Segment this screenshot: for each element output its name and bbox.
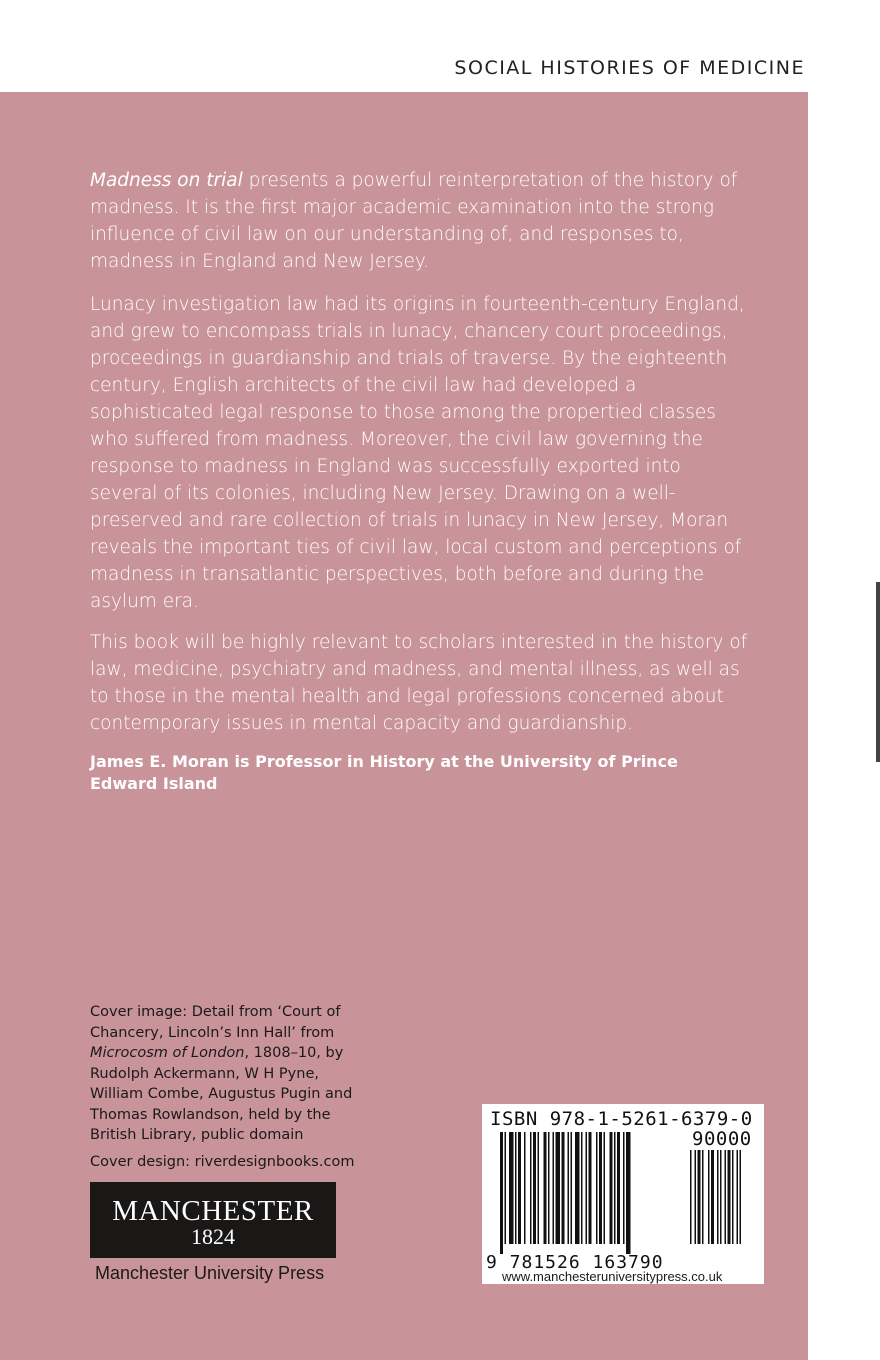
blurb: [90, 167, 750, 795]
cover-credits: [90, 1002, 375, 1172]
page-edge: [876, 582, 880, 762]
publisher-url: www.manchesteruniversitypress.co.uk: [502, 1269, 723, 1284]
barcode-bars: [500, 1132, 760, 1254]
credit-text: Cover image: Detail from ‘Court of Chancery, Lincoln’s Inn Hall’ from: [90, 1004, 341, 1041]
blurb-paragraph-3: This book will be highly relevant to scholars interested in the history of law, medicine, psychiatry and madness, and mental illness, as well as to those in the mental health and legal professions concerned about contemporary issues in mental capacity and guardianship.: [90, 632, 748, 734]
barcode-addon-number: 90000: [692, 1128, 752, 1150]
cover-design-credit: Cover design: riverdesignbooks.com: [90, 1153, 355, 1170]
logo-year: 1824: [191, 1224, 235, 1249]
publisher-logo: [90, 1182, 336, 1258]
publisher-name: Manchester University Press: [95, 1263, 325, 1283]
blurb-paragraph-1: [90, 167, 750, 275]
credit-text-suffix: , 1808–10, by Rudolph Ackermann, W H Pyne, William Combe, Augustus Pugin and Thomas Rowlandson, held by the British Library, public domain: [90, 1045, 353, 1143]
barcode-digits: 9 781526 163790: [486, 1252, 664, 1273]
blurb-paragraph-1-text: presents a powerful reinterpretation of the history of madness. It is the first major academic examination into the strong influence of civil law on our understanding of, and responses to, madness in England and New Jersey.: [90, 170, 738, 272]
isbn-label: ISBN 978-1-5261-6379-0: [490, 1108, 753, 1130]
cover-image-credit: [90, 1002, 375, 1146]
back-cover-panel: [0, 92, 808, 1360]
logo-name: MANCHESTER: [112, 1195, 314, 1227]
book-title: Madness on trial: [90, 170, 243, 191]
blurb-paragraph-2: Lunacy investigation law had its origins in fourteenth-century England, and grew to encompass trials in lunacy, chancery court proceedings, proceedings in guardianship and trials of traverse. By the eighteenth century, English architects of the civil law had developed a sophisticated legal response to those among the propertied classes who suffered from madness. Moreover, the civil law governing the response to madness in England was successfully exported into several of its colonies, including New Jersey. Drawing on a well-preserved and rare collection of trials in lunacy in New Jersey, Moran reveals the important ties of civil law, local custom and perceptions of madness in transatlantic perspectives, both before and during the asylum era.: [90, 294, 745, 612]
barcode: [482, 1104, 764, 1284]
credit-work-title: Microcosm of London: [90, 1045, 245, 1061]
series-title: SOCIAL HISTORIES OF MEDICINE: [454, 57, 805, 79]
author-bio: James E. Moran is Professor in History at the University of Prince Edward Island: [90, 752, 678, 793]
